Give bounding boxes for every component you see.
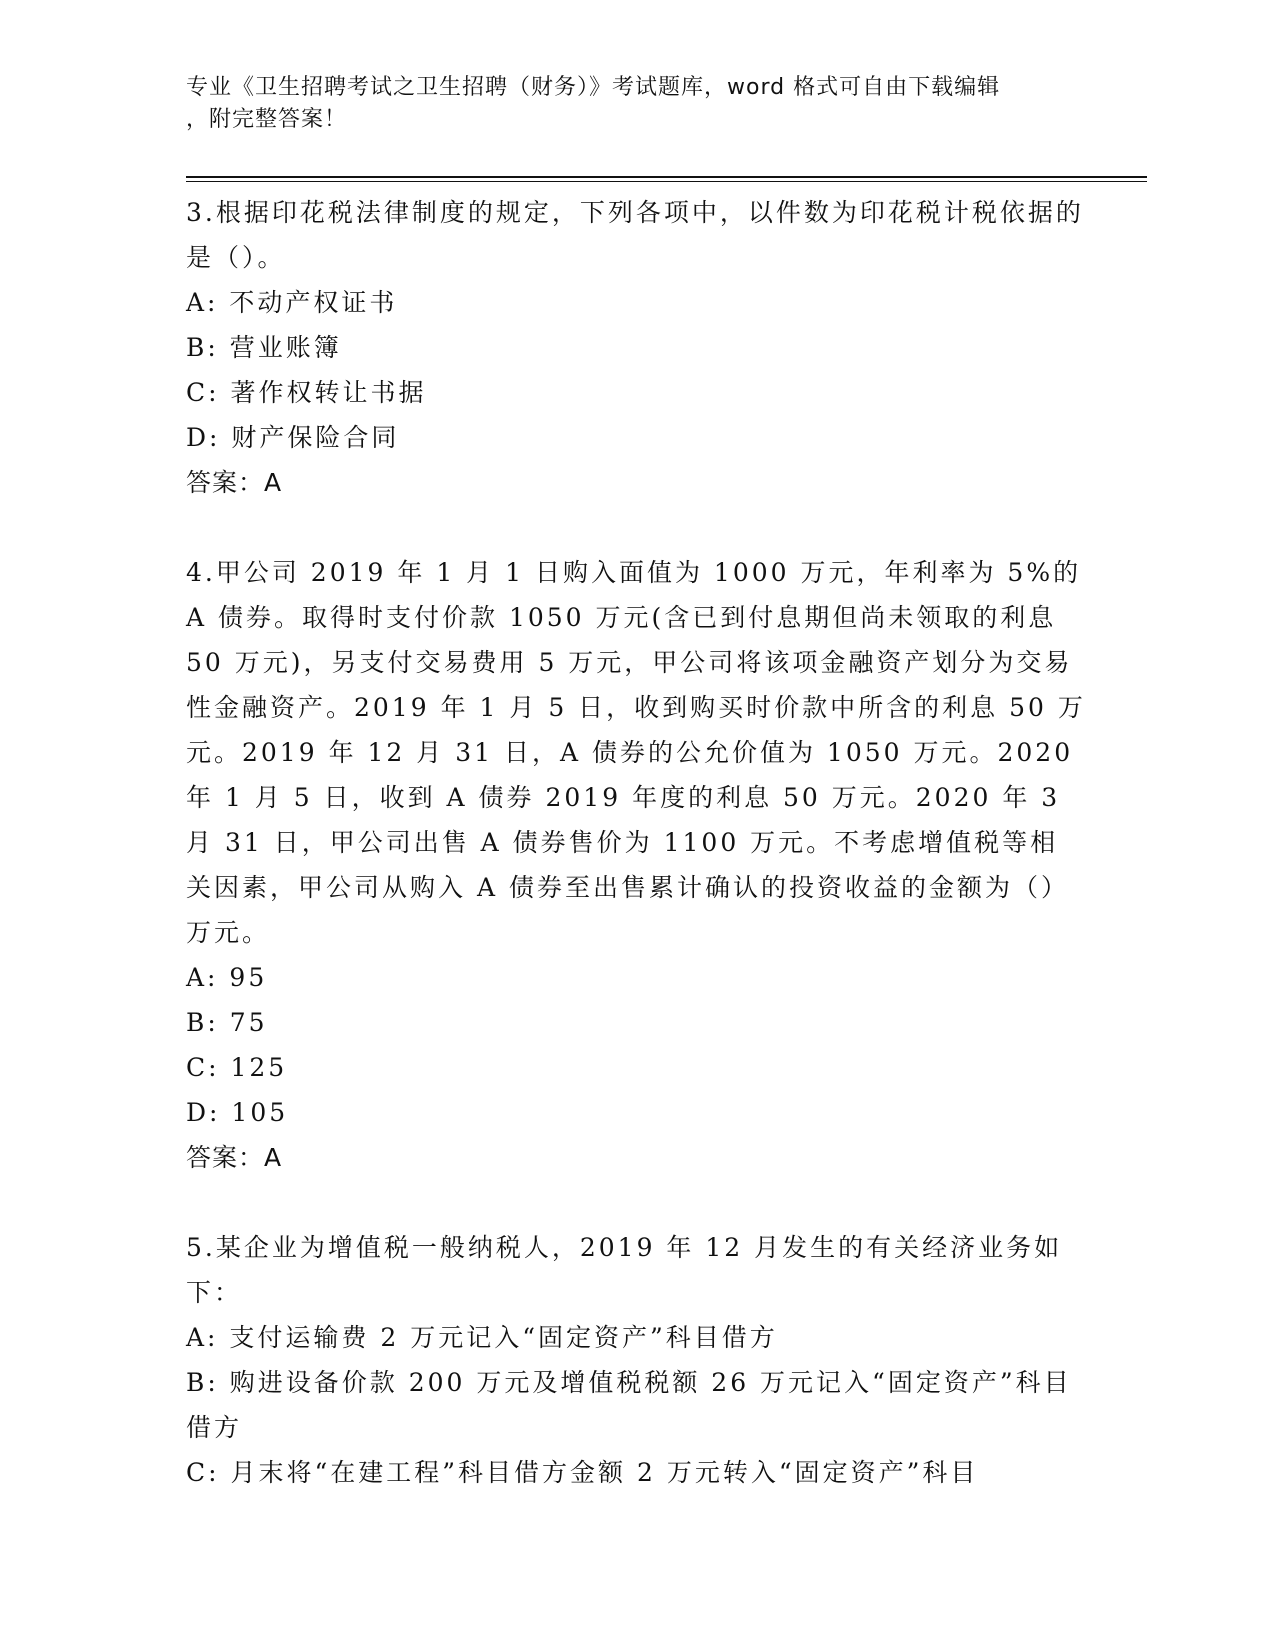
question-4 [186, 550, 1086, 1180]
option-d: D: 105 [186, 1098, 289, 1127]
option-c: C: 著作权转让书据 [186, 378, 427, 407]
option-b: B: 购进设备价款 200 万元及增值税税额 26 万元记入“固定资产”科目借方 [186, 1368, 1072, 1442]
question-list [186, 190, 1086, 1540]
answer-line: 答案：A [186, 468, 283, 497]
option-c: C: 月末将“在建工程”科目借方金额 2 万元转入“固定资产”科目 [186, 1458, 979, 1487]
option-d: D: 财产保险合同 [186, 423, 400, 452]
option-b: B: 75 [186, 1008, 268, 1037]
option-c: C: 125 [186, 1053, 288, 1082]
header-line-1: 专业《卫生招聘考试之卫生招聘（财务）》考试题库，word 格式可自由下载编辑 [186, 75, 1001, 100]
header-divider-thick [186, 176, 1147, 178]
option-a: A: 不动产权证书 [186, 288, 398, 317]
question-text: 3.根据印花税法律制度的规定，下列各项中，以件数为印花税计税依据的是（）。 [186, 198, 1084, 272]
header-divider-thin [186, 181, 1147, 182]
question-text: 4.甲公司 2019 年 1 月 1 日购入面值为 1000 万元，年利率为 5%的 A 债券。取得时支付价款 1050 万元(含已到付息期但尚未领取的利息 50 万元)，另支付交易费用 5 万元，甲公司将该项金融资产划分为交易性金融资产。2019 年 1 月 5 日，收到购买时价款中所含的利息 50 万元。2019 年 12 月 31 日，A 债券的公允价值为 1050 万元。2020 年 1 月 5 日，收到 A 债券 2019 年度的利息 50 万元。2020 年 3 月 31 日，甲公司出售 A 债券售价为 1100 万元。不考虑增值税等相关因素，甲公司从购入 A 债券至出售累计确认的投资收益的金额为（）万元。 [186, 558, 1086, 947]
header-line-2: ，附完整答案！ [186, 107, 348, 132]
option-b: B: 营业账簿 [186, 333, 342, 362]
question-text: 5.某企业为增值税一般纳税人，2019 年 12 月发生的有关经济业务如下： [186, 1233, 1063, 1307]
answer-line: 答案：A [186, 1143, 283, 1172]
question-3 [186, 190, 1086, 505]
document-header [186, 72, 1066, 136]
option-a: A: 支付运输费 2 万元记入“固定资产”科目借方 [186, 1323, 778, 1352]
option-a: A: 95 [186, 963, 268, 992]
question-5 [186, 1225, 1086, 1495]
